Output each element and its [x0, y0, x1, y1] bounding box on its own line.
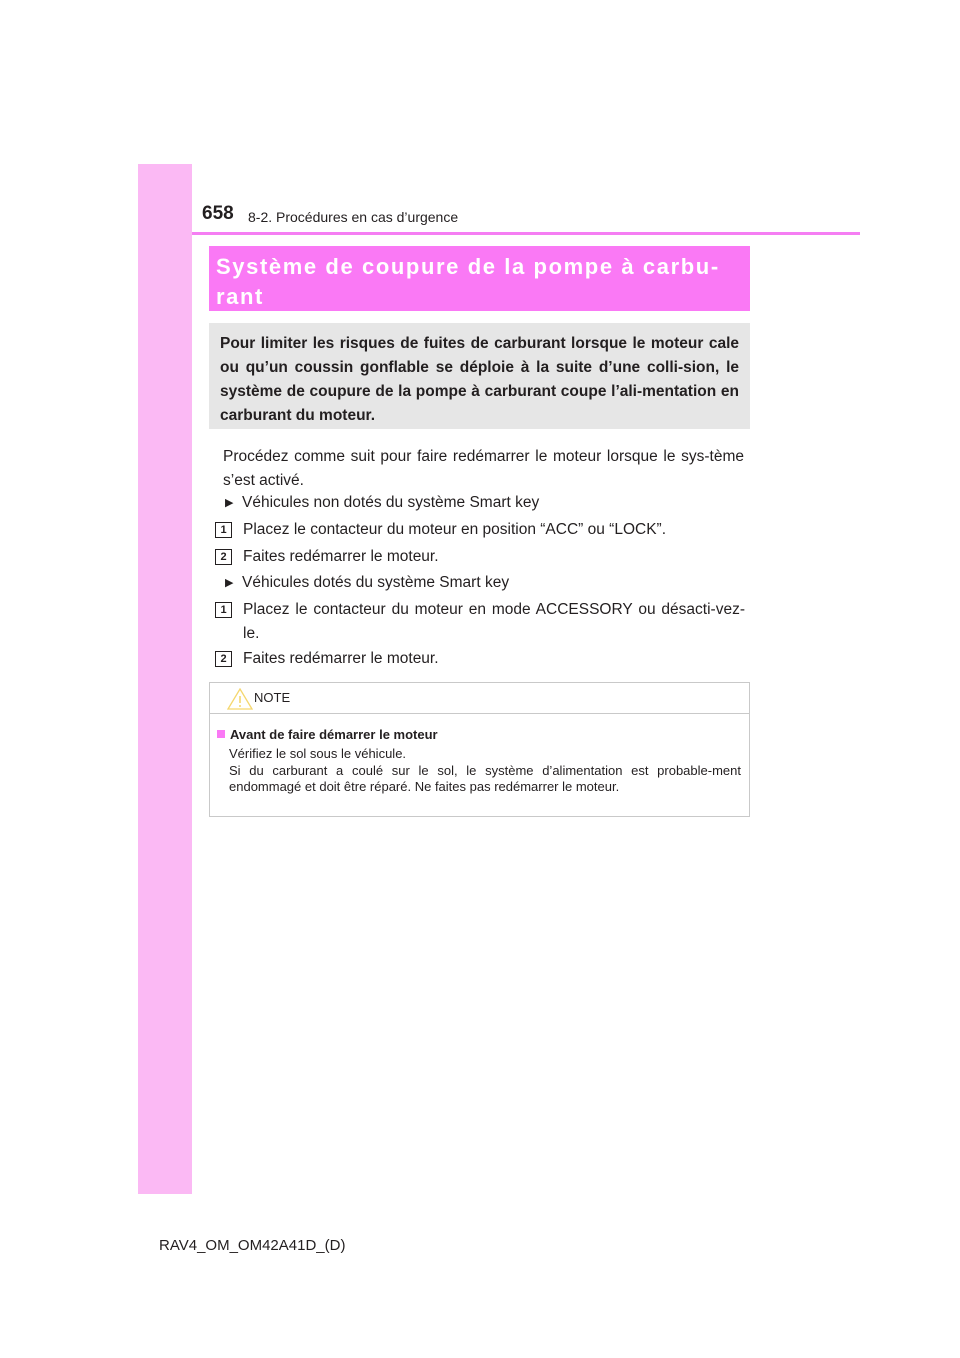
- triangle-bullet-icon: ▶: [225, 497, 234, 509]
- note-label: NOTE: [254, 690, 291, 705]
- step-number-badge: 1: [215, 602, 232, 618]
- subheading-without-smart-key: [225, 491, 539, 515]
- page-title-line-1: Système de coupure de la pompe à carbu-: [216, 254, 720, 279]
- body-paragraph: Procédez comme suit pour faire redémarrer le moteur lorsque le sys-tème s’est activé.: [223, 448, 744, 489]
- note-box: [209, 682, 750, 817]
- step-text: Placez le contacteur du moteur en mode ACCESSORY ou désacti-vez-le.: [243, 601, 745, 642]
- square-bullet-icon: [217, 730, 225, 738]
- triangle-bullet-icon: ▶: [225, 577, 234, 589]
- note-line: Vérifiez le sol sous le véhicule.: [229, 746, 407, 761]
- step-text: Placez le contacteur du moteur en position “ACC” ou “LOCK”.: [243, 521, 666, 538]
- title-box: [209, 246, 750, 311]
- section-label: 8-2. Procédures en cas d’urgence: [248, 209, 459, 225]
- intro-text: Pour limiter les risques de fuites de carburant lorsque le moteur cale ou qu’un coussin gonflable se déploie à la suite d’une colli-sion, le système de coupure de la pompe à carburant coupe l’ali-mentation en carburant du moteur.: [220, 335, 739, 424]
- intro-box: [209, 323, 750, 429]
- note-header: [210, 683, 749, 714]
- footer-doc-code: RAV4_OM_OM42A41D_(D): [159, 1237, 346, 1254]
- page-title-line-2: rant: [216, 284, 264, 309]
- page-number: 658: [202, 203, 234, 224]
- step-text: Faites redémarrer le moteur.: [243, 650, 439, 667]
- header-rule: [192, 232, 860, 235]
- step-number-badge: 2: [215, 651, 232, 667]
- note-line: Si du carburant a coulé sur le sol, le système d’alimentation est probable-ment endommagé et doit être réparé. Ne faites pas redémarrer le moteur.: [229, 762, 741, 794]
- subheading-text: Véhicules non dotés du système Smart key: [242, 494, 540, 511]
- note-subheading-text: Avant de faire démarrer le moteur: [230, 727, 438, 742]
- step-text: Faites redémarrer le moteur.: [243, 548, 439, 565]
- note-subheading: [217, 727, 438, 742]
- step-number-badge: 1: [215, 522, 232, 538]
- subheading-with-smart-key: [225, 571, 509, 595]
- note-body: [229, 746, 741, 796]
- subheading-text: Véhicules dotés du système Smart key: [242, 574, 510, 591]
- step-number-badge: 2: [215, 549, 232, 565]
- side-band: [138, 164, 192, 1194]
- warning-triangle-icon: [227, 688, 253, 710]
